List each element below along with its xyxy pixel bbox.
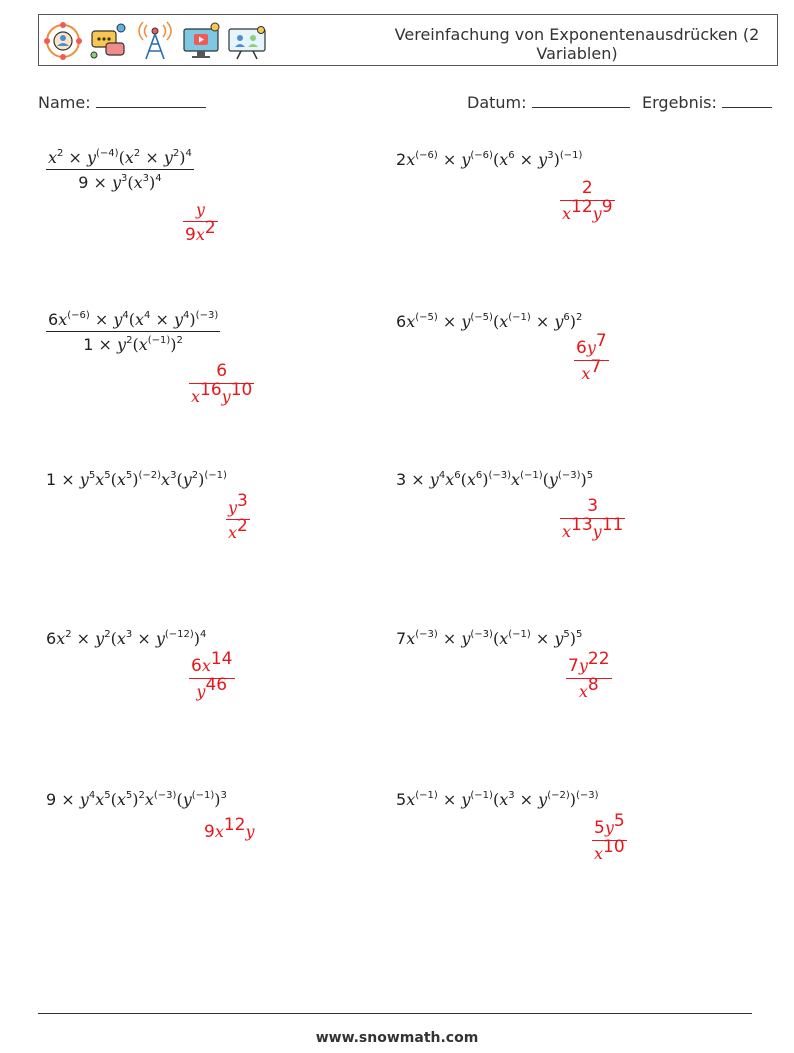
problem-9: $9 \times y^4x^5(x^5)^2x^{(-3)}(y^{(-1)})^3$ xyxy=(46,790,227,809)
answer-5: $\frac{y^3}{x^2}$ xyxy=(228,491,248,542)
video-monitor-icon xyxy=(181,21,221,61)
result-label: Ergebnis: xyxy=(642,93,717,112)
problem-6: $3 \times y^4x^6(x^6)^{(-3)}x^{(-1)}(y^{(-3)})^5$ xyxy=(396,470,594,489)
worksheet-title: Vereinfachung von Exponentenausdrücken (2 Variablen) xyxy=(394,25,760,63)
worksheet-header xyxy=(38,14,778,66)
team-network-icon xyxy=(43,21,83,61)
problem-5: $1 \times y^5x^5(x^5)^{(-2)}x^3(y^2)^{(-1)}$ xyxy=(46,470,227,489)
answer-4: $\frac{6y^7}{x^7}$ xyxy=(576,331,607,383)
problem-10: $5x^{(-1)} \times y^{(-1)}(x^3 \times y^{(-2)})^{(-3)}$ xyxy=(396,790,599,809)
footer-divider xyxy=(38,1013,752,1014)
answer-6: $\frac{3}{x^{13}y^{11}}$ xyxy=(562,496,624,541)
problem-1: $\frac{x^2 \times y^{(-4)}(x^2 \times y^2)^4}{9 \times y^3(x^3)^4}$ xyxy=(48,148,192,192)
answer-1: $\frac{y}{9x^2}$ xyxy=(185,200,216,245)
answer-7: $\frac{6x^{14}}{y^{46}}$ xyxy=(191,649,233,701)
header-icons xyxy=(43,21,267,61)
name-field xyxy=(38,93,206,112)
problem-8: $7x^{(-3)} \times y^{(-3)}(x^{(-1)} \times y^5)^5$ xyxy=(396,629,583,648)
date-field xyxy=(467,93,630,112)
answer-2: $\frac{2}{x^{12}y^9}$ xyxy=(562,178,613,223)
answer-10: $\frac{5y^5}{x^{10}}$ xyxy=(594,811,625,863)
answer-8: $\frac{7y^{22}}{x^8}$ xyxy=(568,649,610,701)
result-field xyxy=(642,93,772,112)
answer-3: $\frac{6}{x^{16}y^{10}}$ xyxy=(191,361,253,406)
problem-4: $6x^{(-5)} \times y^{(-5)}(x^{(-1)} \times y^6)^2$ xyxy=(396,312,583,331)
name-blank[interactable] xyxy=(96,93,206,108)
problem-3: $\frac{6x^{(-6)} \times y^4(x^4 \times y^4)^{(-3)}}{1 \times y^2(x^{(-1)})^2}$ xyxy=(48,310,219,354)
date-label: Datum: xyxy=(467,93,527,112)
problem-7: $6x^2 \times y^2(x^3 \times y^{(-12)})^4$ xyxy=(46,629,207,648)
result-blank[interactable] xyxy=(722,93,772,108)
presentation-board-icon xyxy=(227,21,267,61)
name-label: Name: xyxy=(38,93,91,112)
footer-website[interactable]: www.snowmath.com xyxy=(315,1030,479,1046)
radio-tower-icon xyxy=(135,21,175,61)
date-blank[interactable] xyxy=(532,93,630,108)
answer-9: $9x^{12}y$ xyxy=(204,815,255,842)
chat-bubbles-icon xyxy=(89,21,129,61)
problem-2: $2x^{(-6)} \times y^{(-6)}(x^6 \times y^3)^{(-1)}$ xyxy=(396,150,583,169)
